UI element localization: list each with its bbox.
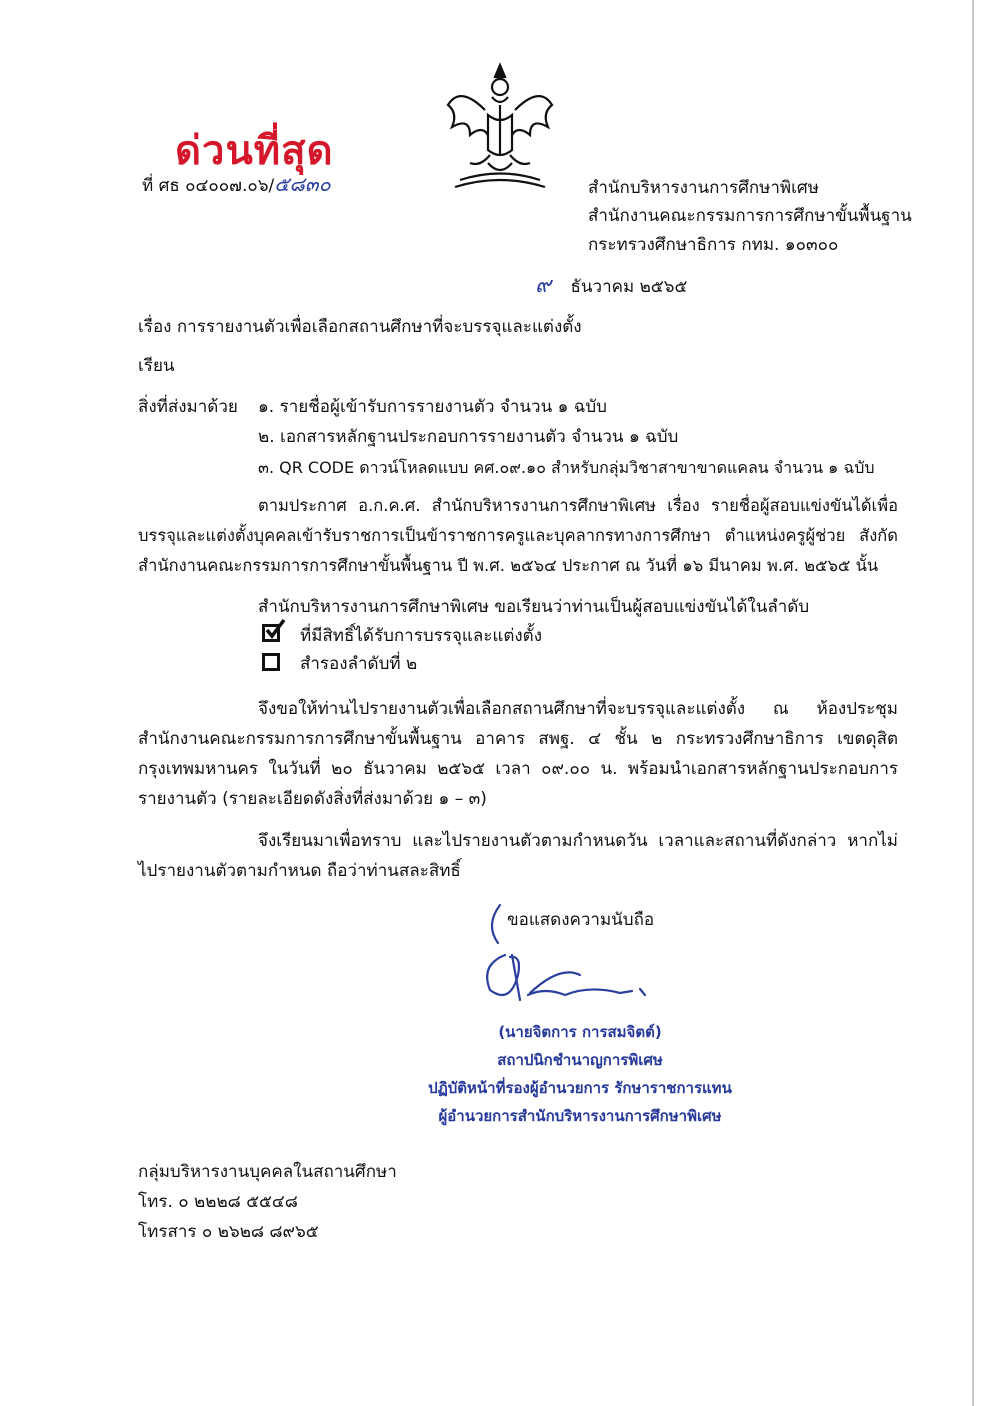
- closing-phrase: ขอแสดงความนับถือ: [507, 910, 655, 930]
- page-edge-line: [972, 0, 974, 1406]
- agency-line-1: สำนักบริหารงานการศึกษาพิเศษ: [588, 178, 819, 198]
- reference-prefix: ที่ ศธ ๐๔๐๐๗.๐๖/: [142, 176, 275, 196]
- handwritten-signature: [470, 895, 660, 1015]
- contact-unit: กลุ่มบริหารงานบุคคลในสถานศึกษา: [138, 1162, 397, 1182]
- enclosure-label: สิ่งที่ส่งมาด้วย: [138, 397, 238, 417]
- signatory-name: (นายจิตการ การสมจิตต์): [498, 1023, 662, 1041]
- date-month-year: ธันวาคม ๒๕๖๕: [570, 277, 688, 297]
- paragraph-rank-intro: สำนักบริหารงานการศึกษาพิเศษ ขอเรียนว่าท่านเป็นผู้สอบแข่งขันได้ในลำดับ: [258, 597, 810, 617]
- garuda-emblem-icon: [440, 55, 560, 195]
- enclosure-item-2: ๒. เอกสารหลักฐานประกอบการรายงานตัว จำนวน ๑ ฉบับ: [258, 427, 679, 447]
- urgency-stamp: ด่วนที่สุด: [175, 128, 334, 174]
- checkmark-icon: [262, 617, 288, 643]
- agency-line-3: กระทรวงศึกษาธิการ กทม. ๑๐๓๐๐: [588, 235, 839, 255]
- option-entitled-label: ที่มีสิทธิ์ได้รับการบรรจุและแต่งตั้ง: [300, 626, 543, 646]
- checkbox-reserve[interactable]: [262, 653, 280, 671]
- document-date: [535, 274, 687, 299]
- option-reserve-label: สำรองลำดับที่ ๒: [300, 654, 418, 674]
- signatory-position-2: ปฏิบัติหน้าที่รองผู้อำนวยการ รักษาราชการแทน: [428, 1079, 732, 1097]
- date-day-handwritten: ๙: [535, 273, 552, 298]
- reference-number: [142, 172, 331, 198]
- paragraph-closing-notice: จึงเรียนมาเพื่อทราบ และไปรายงานตัวตามกำหนดวัน เวลาและสถานที่ดังกล่าว หากไม่ไปรายงานตัวตามกำหนด ถือว่าท่านสละสิทธิ์: [138, 831, 898, 881]
- contact-phone: โทร. ๐ ๒๒๒๘ ๕๕๔๘: [138, 1192, 298, 1212]
- enclosure-item-1: ๑. รายชื่อผู้เข้ารับการรายงานตัว จำนวน ๑ ฉบับ: [258, 397, 607, 417]
- reference-handwritten-number: ๕๘๓๐: [274, 172, 331, 196]
- enclosure-item-3: ๓. QR CODE ดาวน์โหลดแบบ คศ.๐๙.๑๐ สำหรับกลุ่มวิชาสาขาขาดแคลน จำนวน ๑ ฉบับ: [258, 458, 875, 477]
- signatory-position-3: ผู้อำนวยการสำนักบริหารงานการศึกษาพิเศษ: [438, 1107, 722, 1125]
- contact-fax: โทรสาร ๐ ๒๖๒๘ ๘๙๖๕: [138, 1222, 319, 1242]
- signatory-position-1: สถาปนิกชำนาญการพิเศษ: [497, 1051, 663, 1069]
- salutation: เรียน: [138, 356, 175, 376]
- subject-line: เรื่อง การรายงานตัวเพื่อเลือกสถานศึกษาที่จะบรรจุและแต่งตั้ง: [138, 317, 582, 337]
- paragraph-report-instruction: จึงขอให้ท่านไปรายงานตัวเพื่อเลือกสถานศึกษาที่จะบรรจุและแต่งตั้ง ณ ห้องประชุม สำนักงานคณะกรรมการการศึกษาขั้นพื้นฐาน อาคาร สพฐ. ๔ ชั้น ๒ กระทรวงศึกษาธิการ เขตดุสิต กรุงเทพมหานคร ในวันที่ ๒๐ ธันวาคม ๒๕๖๕ เวลา ๐๙.๐๐ น. พร้อมนำเอกสารหลักฐานประกอบการรายงานตัว (รายละเอียดดังสิ่งที่ส่งมาด้วย ๑ – ๓): [138, 699, 898, 809]
- paragraph-announcement: ตามประกาศ อ.ก.ค.ศ. สำนักบริหารงานการศึกษาพิเศษ เรื่อง รายชื่อผู้สอบแข่งขันได้เพื่อบรรจุและแต่งตั้งบุคคลเข้ารับราชการเป็นข้าราชการครูและบุคลากรทางการศึกษา ตำแหน่งครูผู้ช่วย สังกัดสำนักงานคณะกรรมการการศึกษาขั้นพื้นฐาน ปี พ.ศ. ๒๕๖๔ ประกาศ ณ วันที่ ๑๖ มีนาคม พ.ศ. ๒๕๖๕ นั้น: [138, 496, 898, 575]
- agency-line-2: สำนักงานคณะกรรมการการศึกษาขั้นพื้นฐาน: [588, 206, 912, 226]
